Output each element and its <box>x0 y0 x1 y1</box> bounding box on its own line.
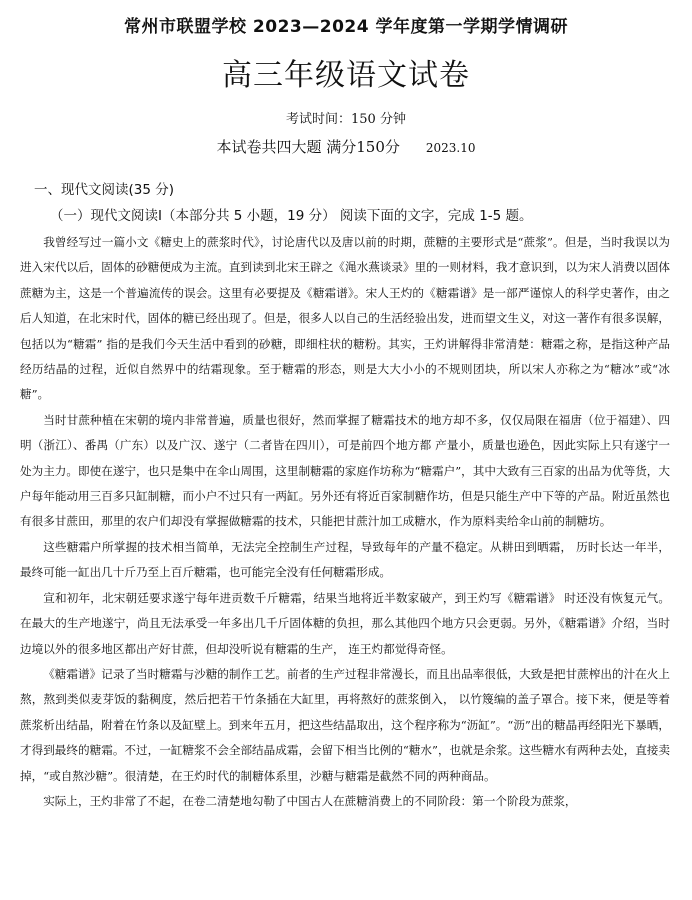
paragraph: 实际上，王灼非常了不起，在卷二清楚地勾勒了中国古人在蔗糖消费上的不同阶段：第一个阶段为蔗浆， <box>43 793 577 808</box>
paragraph: 当时甘蔗种植在宋朝的境内非常普遍，质量也很好，然而掌握了糖霜技术的地方却不多，仅仅局限在福唐（位于福建）、四明（浙江）、番禺（广东）以及广汉、遂宁（二者皆在四川），可是前四个地方都 产量小，质量也逊色，因此实际上只有遂宁一处为主力。即使在遂宁，也只是集中在伞山周围，这里制糖霜的家庭作坊称为“糖霜户”，其中大致有三百家的出品为优等货，大户每年能动用三百多只缸制糖，而小户不过只有一两缸。另外还有将近百家制糖作坊，但是只能生产中下等的产品。附近虽然也有很多甘蔗田，那里的农户们却没有掌握做糖霜的技术，只能把甘蔗汁加工成糖水，作为原料卖给伞山前的制糖坊。 <box>20 412 670 529</box>
exam-title: 高三年级语文试卷 <box>222 58 470 93</box>
exam-date: 2023.10 <box>425 141 476 155</box>
exam-info-line <box>0 136 692 157</box>
exam-info: 本试卷共四大题 满分150分 <box>216 138 400 156</box>
paragraph: 宣和初年，北宋朝廷要求遂宁每年进贡数千斤糖霜，结果当地将近半数家破产，到王灼写《糖霜谱》 时还没有恢复元气。在最大的生产地遂宁，尚且无法承受一年多出几千斤固体糖的负担，那么其他四个地方只会更弱。另外，《糖霜谱》介绍，当时边境以外的很多地区都出产好甘蔗，但却没听说有糖霜的生产， 连王灼都觉得奇怪。 <box>20 590 670 656</box>
school-header: 常州市联盟学校 2023—2024 学年度第一学期学情调研 <box>124 17 568 37</box>
paragraph: 这些糖霜户所掌握的技术相当简单，无法完全控制生产过程，导致每年的产量不稳定。从耕田到晒霜， 历时长达一年半，最终可能一缸出几十斤乃至上百斤糖霜，也可能完全没有任何糖霜形成。 <box>20 539 670 580</box>
section-heading: 一、现代文阅读(35 分) <box>34 182 175 198</box>
main-content <box>20 178 670 814</box>
section-subheading: （一）现代文阅读Ⅰ（本部分共 5 小题，19 分） 阅读下面的文字，完成 1-5 题。 <box>50 208 533 224</box>
exam-time: 考试时间：150 分钟 <box>286 112 406 127</box>
paragraph: 我曾经写过一篇小文《糖史上的蔗浆时代》，讨论唐代以及唐以前的时期，蔗糖的主要形式是“蔗浆”。但是，当时我误以为进入宋代以后，固体的砂糖便成为主流。直到读到北宋王辟之《渑水燕谈录》里的一则材料，我才意识到，以为宋人消费以固体蔗糖为主，这是一个普遍流传的误会。这里有必要提及《糖霜谱》。宋人王灼的《糖霜谱》是一部严谨惊人的科学史著作，由之后人知道，在北宋时代，固体的糖已经出现了。但是，很多人以自己的生活经验出发，进而望文生义，对这一著作有很多误解，包括以为“糖霜” 指的是我们今天生活中看到的砂糖，即细柱状的糖粉。其实，王灼讲解得非常清楚：糖霜之称，是指这种产品经历结晶的过程，近似自然界中的结霜现象。至于糖霜的形态，则是大大小小的不规则团块，所以宋人亦称之为“糖冰”或“冰糖”。 <box>20 235 670 402</box>
paragraph: 《糖霜谱》记录了当时糖霜与沙糖的制作工艺。前者的生产过程非常漫长，而且出品率很低，大致是把甘蔗榨出的汁在火上熬，熬到类似麦芽饭的黏稠度，然后把若干竹条插在大缸里，再将熬好的蔗浆倒入， 以竹篾编的盖子罩合。接下来，便是等着蔗浆析出结晶，附着在竹条以及缸壁上。到来年五月，把这些结晶取出，这个程序称为“沥缸”。“沥”出的糖晶再经阳光下暴晒，才得到最终的糖霜。不过，一缸糖浆不会全部结晶成霜，会留下相当比例的“糖水”，也就是余浆。这些糖水有两种去处，直接卖掉，“或自熬沙糖”。很清楚，在王灼时代的制糖体系里，沙糖与糖霜是截然不同的两种商品。 <box>20 666 670 783</box>
